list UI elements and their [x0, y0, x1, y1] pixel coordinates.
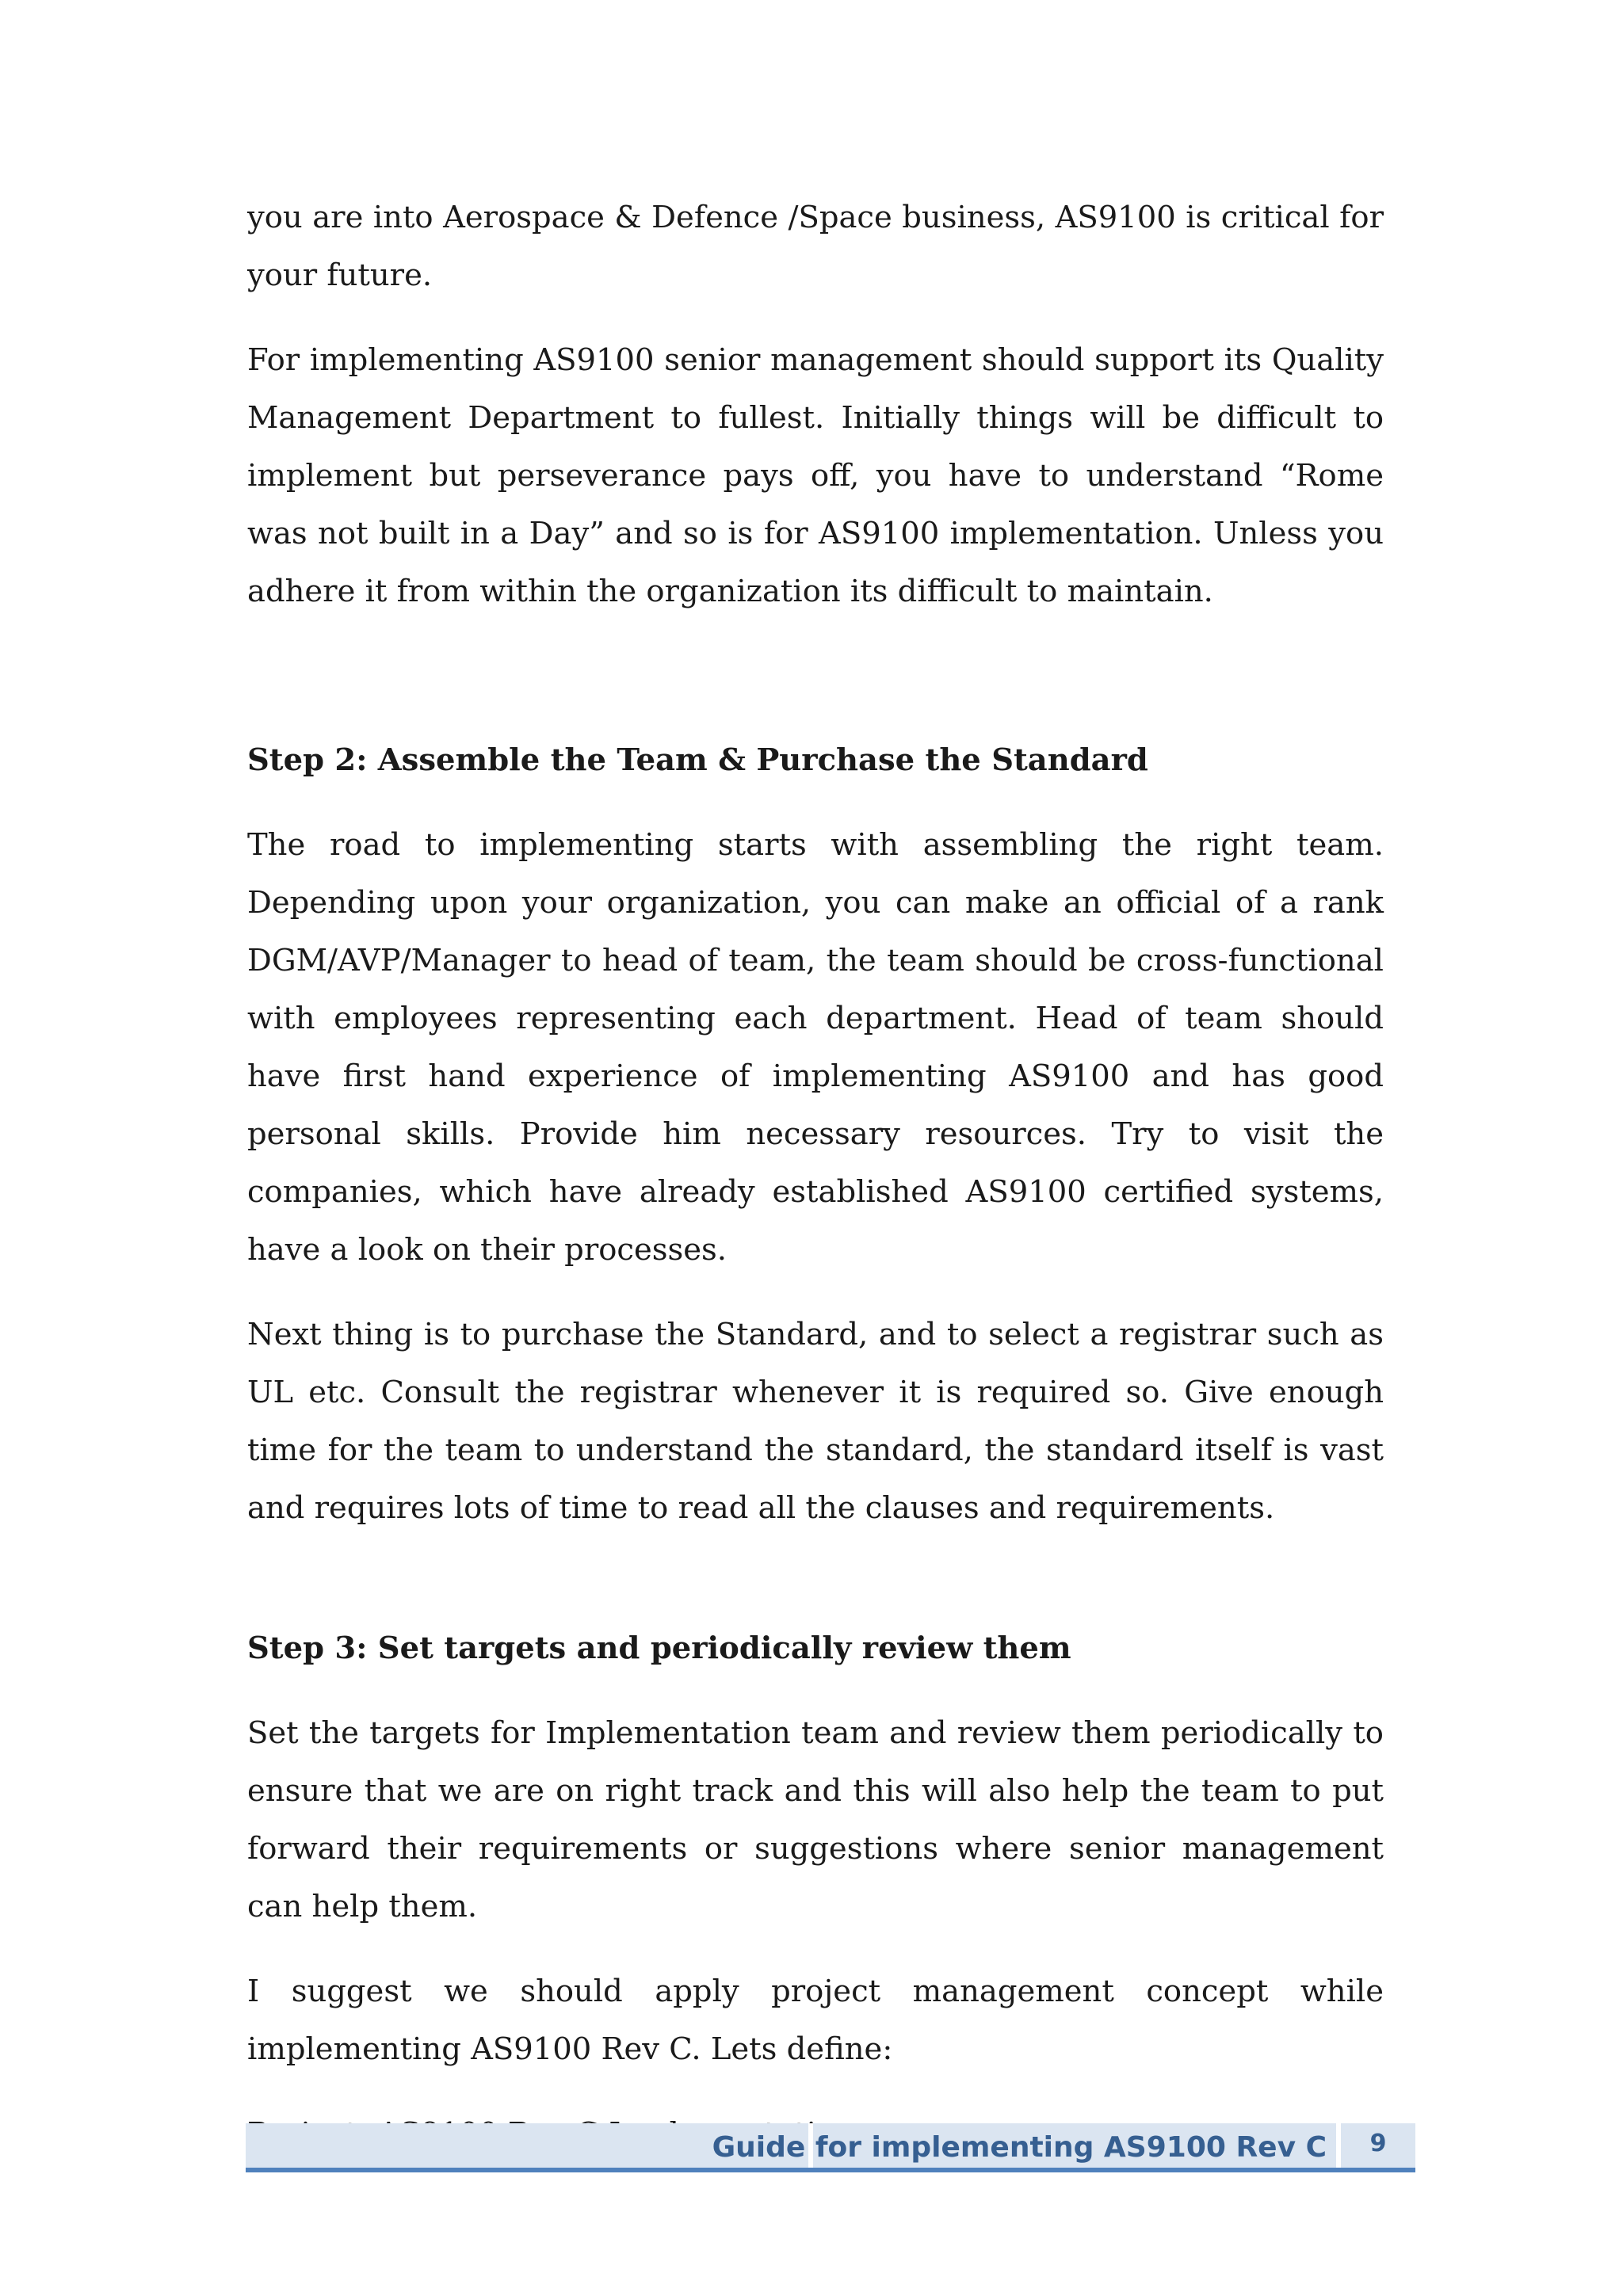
footer-document-title: Guide for implementing AS9100 Rev C	[712, 2131, 1327, 2164]
paragraph-senior-management: For implementing AS9100 senior management should support its Quality Management Department to fullest. Initially things will be difficult to implement but perseverance pays off, you have to understand “Rome was not built in a Day” and so is for AS9100 implementation. Unless you adhere it from within the organization its difficult to maintain.	[247, 342, 1384, 609]
footer-rule	[246, 2168, 1415, 2172]
page-number: 9	[1369, 2130, 1387, 2157]
paragraph-project-management: I suggest we should apply project management concept while implementing AS9100 Rev C. Lets define:	[247, 1974, 1384, 2067]
footer-title-cell	[246, 2123, 1336, 2168]
paragraph-set-targets: Set the targets for Implementation team and review them periodically to ensure that we are on right track and this will also help the team to put forward their requirements or suggestions where senior management can help them.	[247, 1715, 1384, 1924]
paragraph-purchase-standard: Next thing is to purchase the Standard, and to select a registrar such as UL etc. Consult the registrar whenever it is required so. Give enough time for the team to understand the standard, the standard itself is vast and requires lots of time to read all the clauses and requirements.	[247, 1317, 1384, 1526]
page-footer	[246, 2123, 1415, 2174]
paragraph-assemble-team: The road to implementing starts with assembling the right team. Depending upon your organization, you can make an official of a rank DGM/AVP/Manager to head of team, the team should be cross-functional with employees representing each department. Head of team should have first hand experience of implementing AS9100 and has good personal skills. Provide him necessary resources. Try to visit the companies, which have already established AS9100 certified systems, have a look on their processes.	[247, 827, 1384, 1268]
step-2-heading: Step 2: Assemble the Team & Purchase the Standard	[247, 742, 1148, 778]
page-body	[247, 189, 1384, 2190]
step-3-heading: Step 3: Set targets and periodically review them	[247, 1630, 1071, 1666]
paragraph-aerospace-intro: you are into Aerospace & Defence /Space business, AS9100 is critical for your future.	[247, 200, 1384, 293]
